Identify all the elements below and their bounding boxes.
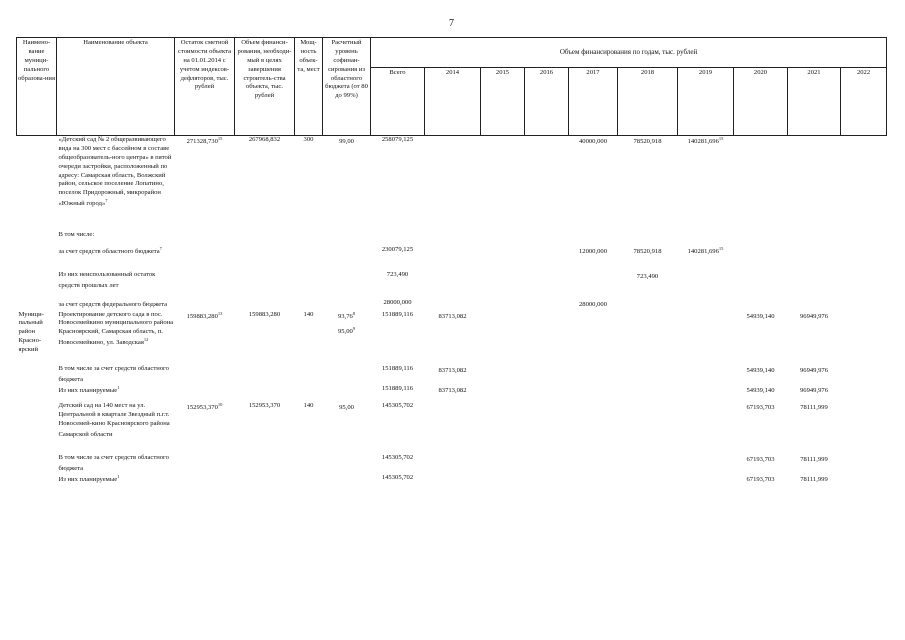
volume-cell — [235, 136, 295, 210]
volume-cell — [235, 402, 295, 440]
cofinancing-cell-text: 95,00 — [339, 404, 354, 412]
object-name-cell — [57, 402, 175, 440]
object-name-cell — [57, 229, 175, 240]
year-value-cell — [569, 136, 618, 210]
year-value-cell — [525, 365, 569, 385]
year-value-cell-text: 140281,696 — [687, 138, 719, 146]
total-cell — [371, 136, 425, 210]
municipality-cell — [17, 271, 57, 291]
year-value-cell — [425, 299, 481, 310]
year-value-cell — [425, 474, 481, 485]
year-value-cell — [425, 385, 481, 396]
year-value-cell — [481, 299, 525, 310]
table-row — [17, 246, 887, 257]
cofinancing-cell — [323, 365, 371, 385]
year-value-cell — [525, 402, 569, 440]
year-value-cell — [788, 474, 841, 485]
object-name-cell-text: В том числе: — [58, 231, 95, 239]
municipality-cell — [17, 402, 57, 440]
table-row — [17, 229, 887, 240]
year-value-cell-text: 83713,082 — [438, 367, 467, 375]
year-value-cell-text: 28000,000 — [578, 301, 608, 309]
year-value-cell — [618, 474, 678, 485]
object-name-cell — [57, 385, 175, 396]
year-value-cell — [569, 229, 618, 240]
total-cell — [371, 385, 425, 396]
object-name-cell-text: В том числе за счет средств областного бюджета — [58, 364, 169, 384]
footnote-mark: 12 — [143, 337, 149, 343]
year-value-cell — [841, 311, 887, 355]
remaining-cost-cell — [175, 402, 235, 440]
table-row — [17, 311, 887, 355]
year-value-cell — [678, 365, 734, 385]
year-value-cell — [525, 136, 569, 210]
year-value-cell — [525, 385, 569, 396]
year-value-cell — [481, 385, 525, 396]
total-cell-text: 230079,125 — [381, 246, 414, 254]
year-value-cell — [788, 271, 841, 291]
year-value-cell — [525, 299, 569, 310]
municipality-cell-text: Муници-пальный район Красно-ярский — [18, 310, 44, 354]
volume-cell — [235, 454, 295, 474]
volume-cell — [235, 299, 295, 310]
year-value-cell — [841, 402, 887, 440]
year-value-cell — [841, 246, 887, 257]
spacer-cell — [17, 440, 887, 454]
header-financing: Объем финансирования по годам, тыс. рублей — [371, 38, 887, 68]
municipality-cell — [17, 385, 57, 396]
year-value-cell — [841, 365, 887, 385]
volume-cell — [235, 365, 295, 385]
total-cell-text: 28000,000 — [383, 299, 412, 307]
municipality-cell — [17, 136, 57, 210]
object-name-cell-text: Из них планируемые — [58, 387, 118, 395]
table-row — [17, 454, 887, 474]
page-number: 7 — [449, 18, 454, 29]
year-value-cell-text: 78111,999 — [800, 475, 828, 483]
volume-cell — [235, 246, 295, 257]
year-value-cell-text: 78520,918 — [633, 248, 662, 256]
year-value-cell — [481, 311, 525, 355]
header-year: 2014 — [425, 68, 481, 136]
year-value-cell — [788, 454, 841, 474]
header-cofinancing: Расчетный уровень софинан-сирования из областного бюджета (от 80 до 99%) — [323, 38, 371, 136]
year-value-cell — [425, 271, 481, 291]
year-value-cell — [734, 474, 788, 485]
table-row — [17, 474, 887, 485]
year-value-cell — [734, 229, 788, 240]
spacer-cell — [17, 355, 887, 365]
year-value-cell — [788, 365, 841, 385]
year-value-cell — [678, 136, 734, 210]
year-value-cell — [678, 402, 734, 440]
volume-cell — [235, 311, 295, 355]
total-cell — [371, 402, 425, 440]
year-value-cell — [618, 311, 678, 355]
year-value-cell — [569, 365, 618, 385]
year-value-cell-text: 67193,703 — [746, 475, 775, 483]
remaining-cost-cell — [175, 454, 235, 474]
row-spacer — [17, 291, 887, 299]
footnote-mark: 15 — [718, 136, 724, 141]
header-capacity: Мощ-ность объек-та, мест — [295, 38, 323, 136]
year-value-cell-text: 723,490 — [636, 273, 659, 281]
cofinancing-cell — [323, 311, 371, 355]
object-name-cell-text: за счет средств федерального бюджета — [58, 301, 168, 309]
cofinancing-cell — [323, 246, 371, 257]
object-name-cell-text: В том числе за счет средств областного бюджета — [58, 453, 169, 472]
spacer-cell — [17, 291, 887, 299]
header-year: 2016 — [525, 68, 569, 136]
year-value-cell — [569, 474, 618, 485]
year-value-cell — [618, 229, 678, 240]
capacity-cell — [295, 229, 323, 240]
object-name-cell-text: Из них неиспользованный остаток средств прошлых лет — [58, 271, 156, 290]
year-value-cell — [678, 246, 734, 257]
row-spacer — [17, 440, 887, 454]
total-cell-text: 145305,702 — [381, 473, 414, 481]
year-value-cell — [425, 311, 481, 355]
year-value-cell — [678, 474, 734, 485]
year-value-cell — [618, 246, 678, 257]
footnote-mark: 13 — [217, 310, 223, 316]
cofinancing-cell — [323, 229, 371, 240]
total-cell — [371, 271, 425, 291]
capacity-cell — [295, 311, 323, 355]
volume-cell-text: 159883,280 — [248, 310, 281, 318]
year-value-cell — [569, 402, 618, 440]
object-name-cell — [57, 136, 175, 210]
capacity-cell — [295, 385, 323, 396]
municipality-cell — [17, 365, 57, 385]
year-value-cell — [678, 454, 734, 474]
object-name-cell-text: Из них планируемые — [58, 475, 118, 483]
row-spacer — [17, 257, 887, 271]
table-row — [17, 136, 887, 210]
capacity-cell — [295, 454, 323, 474]
year-value-cell — [569, 271, 618, 291]
cofinancing-cell-text: 99,00 — [339, 138, 354, 146]
year-value-cell — [525, 246, 569, 257]
year-value-cell-text: 96949,976 — [799, 367, 829, 375]
header-year: 2017 — [569, 68, 618, 136]
cofinancing-cell — [323, 299, 371, 310]
volume-cell-text: 267968,832 — [248, 136, 281, 143]
capacity-cell — [295, 474, 323, 485]
municipality-cell — [17, 474, 57, 485]
object-name-cell — [57, 474, 175, 485]
year-value-cell-text: 67193,703 — [746, 455, 775, 463]
total-cell — [371, 299, 425, 310]
total-cell — [371, 365, 425, 385]
total-cell-text: 723,490 — [386, 271, 409, 279]
total-cell-text: 151889,116 — [381, 310, 414, 318]
footnote-mark: 15 — [718, 246, 724, 252]
object-name-cell-text: «Детский сад № 2 общеразвивающего вида на 300 мест с бассейном в составе общеобразователь-ного центра» в пятой очереди застройки, расположенный по адресу: Самарская область, Волжский район, сельское поселение Лопатино, поселок Придорожный, микрорайон «Южный город» — [58, 136, 172, 208]
year-value-cell — [569, 299, 618, 310]
year-value-cell — [618, 385, 678, 396]
total-cell-text: 258079,125 — [381, 136, 414, 143]
year-value-cell-text: 96949,976 — [799, 387, 829, 395]
footnote-mark: 10 — [217, 402, 223, 408]
year-value-cell — [481, 271, 525, 291]
remaining-cost-cell — [175, 246, 235, 257]
capacity-cell — [295, 136, 323, 210]
year-value-cell — [734, 385, 788, 396]
header-year: 2022 — [841, 68, 887, 136]
remaining-cost-cell — [175, 474, 235, 485]
cofinancing-second-text: 95,00 — [337, 327, 353, 335]
total-cell-text: 151889,116 — [381, 384, 414, 392]
year-value-cell — [734, 299, 788, 310]
object-name-cell-text: Детский сад на 140 мест на ул. Центральной в квартале Звездный п.г.т. Новосемей-кино Красноярского района Самарской области — [58, 402, 170, 438]
year-value-cell-text: 40000,000 — [578, 138, 608, 146]
year-value-cell-text: 54939,140 — [746, 367, 775, 375]
year-value-cell — [525, 271, 569, 291]
year-value-cell-text: 12000,000 — [578, 248, 608, 256]
year-value-cell — [481, 454, 525, 474]
year-value-cell — [788, 229, 841, 240]
capacity-cell-text: 300 — [303, 136, 314, 143]
municipality-cell — [17, 246, 57, 257]
footnote-mark: 9 — [352, 325, 356, 331]
year-value-cell — [569, 454, 618, 474]
year-value-cell — [618, 454, 678, 474]
year-value-cell-text: 67193,703 — [746, 404, 775, 412]
year-value-cell — [841, 136, 887, 210]
remaining-cost-cell — [175, 385, 235, 396]
remaining-cost-cell-text: 271328,730 — [186, 138, 218, 146]
cofinancing-cell — [323, 454, 371, 474]
total-cell — [371, 311, 425, 355]
header-year: 2015 — [481, 68, 525, 136]
year-value-cell — [481, 136, 525, 210]
cofinancing-cell — [323, 474, 371, 485]
year-value-cell-text: 96949,976 — [799, 312, 829, 320]
total-cell — [371, 229, 425, 240]
table-row — [17, 402, 887, 440]
volume-cell-text: 152953,370 — [248, 402, 281, 410]
object-name-cell — [57, 454, 175, 474]
capacity-cell — [295, 271, 323, 291]
year-value-cell — [618, 136, 678, 210]
municipality-cell — [17, 299, 57, 310]
year-value-cell — [425, 402, 481, 440]
year-value-cell — [678, 311, 734, 355]
spacer-cell — [17, 209, 887, 229]
header-year: 2018 — [618, 68, 678, 136]
total-cell — [371, 474, 425, 485]
year-value-cell — [569, 246, 618, 257]
year-value-cell — [425, 229, 481, 240]
year-value-cell — [481, 229, 525, 240]
year-value-cell — [569, 385, 618, 396]
object-name-cell-text: за счет средств областного бюджета — [58, 248, 160, 256]
table-row — [17, 365, 887, 385]
year-value-cell-text: 83713,082 — [438, 312, 467, 320]
year-value-cell — [734, 402, 788, 440]
total-cell — [371, 246, 425, 257]
year-value-cell — [841, 271, 887, 291]
year-value-cell-text: 78111,999 — [800, 404, 828, 412]
object-name-cell — [57, 365, 175, 385]
capacity-cell — [295, 246, 323, 257]
header-remaining: Остаток сметной стоимости объекта на 01.01.2014 с учетом индексов-дефляторов, тыс. рублей — [175, 38, 235, 136]
year-value-cell — [734, 271, 788, 291]
municipality-cell — [17, 311, 57, 355]
year-value-cell — [841, 474, 887, 485]
object-name-cell — [57, 246, 175, 257]
remaining-cost-cell — [175, 271, 235, 291]
footnote-mark: 15 — [217, 136, 223, 141]
year-value-cell — [481, 474, 525, 485]
footnote-mark: 7 — [159, 246, 162, 252]
object-name-cell — [57, 311, 175, 355]
volume-cell — [235, 385, 295, 396]
year-value-cell — [678, 271, 734, 291]
year-value-cell — [525, 454, 569, 474]
financing-table — [16, 37, 887, 485]
year-value-cell — [841, 454, 887, 474]
remaining-cost-cell-text: 152953,370 — [186, 404, 218, 412]
cofinancing-cell-text: 93,76 — [337, 312, 353, 320]
cofinancing-cell — [323, 385, 371, 396]
cofinancing-cell — [323, 136, 371, 210]
year-value-cell — [841, 229, 887, 240]
year-value-cell — [678, 229, 734, 240]
year-value-cell — [788, 311, 841, 355]
year-value-cell — [678, 385, 734, 396]
year-value-cell — [788, 299, 841, 310]
year-value-cell — [841, 299, 887, 310]
year-value-cell — [734, 454, 788, 474]
total-cell-text: 151889,116 — [381, 364, 414, 372]
header-object: Наименование объекта — [57, 38, 175, 136]
year-value-cell — [481, 365, 525, 385]
total-cell-text: 145305,702 — [381, 402, 414, 410]
volume-cell — [235, 474, 295, 485]
year-value-cell — [841, 385, 887, 396]
year-value-cell — [788, 136, 841, 210]
year-value-cell-text: 78520,918 — [633, 138, 662, 146]
year-value-cell — [425, 136, 481, 210]
remaining-cost-cell — [175, 365, 235, 385]
object-name-cell-text: Проектирование детского сада в пос. Новосемейкино муниципального района Красноярский, Самарская область, п. Новосемейкино, ул. Заводская — [58, 310, 174, 347]
remaining-cost-cell — [175, 229, 235, 240]
total-cell-text: 145305,702 — [381, 453, 414, 461]
table-row — [17, 271, 887, 291]
footnote-mark: 8 — [352, 310, 356, 316]
year-value-cell — [618, 271, 678, 291]
table-row — [17, 385, 887, 396]
total-cell — [371, 454, 425, 474]
capacity-cell — [295, 299, 323, 310]
remaining-cost-cell — [175, 311, 235, 355]
municipality-cell — [17, 454, 57, 474]
year-value-cell — [788, 402, 841, 440]
year-value-cell — [734, 311, 788, 355]
volume-cell — [235, 229, 295, 240]
year-value-cell — [734, 136, 788, 210]
capacity-cell-text: 140 — [303, 310, 314, 318]
header-year: 2020 — [734, 68, 788, 136]
remaining-cost-cell-text: 159883,280 — [186, 312, 218, 320]
footnote-mark: 1 — [117, 384, 120, 390]
year-value-cell — [734, 246, 788, 257]
capacity-cell-text: 140 — [303, 402, 314, 410]
table-body — [17, 136, 887, 485]
row-spacer — [17, 355, 887, 365]
volume-cell — [235, 271, 295, 291]
header-year: 2019 — [678, 68, 734, 136]
header-total: Всего — [371, 68, 425, 136]
table-row — [17, 299, 887, 310]
remaining-cost-cell — [175, 136, 235, 210]
capacity-cell — [295, 365, 323, 385]
year-value-cell — [618, 402, 678, 440]
year-value-cell-text: 54939,140 — [746, 387, 775, 395]
cofinancing-second — [324, 326, 370, 337]
year-value-cell — [481, 402, 525, 440]
table-header — [17, 38, 887, 136]
spacer-cell — [17, 257, 887, 271]
year-value-cell-text: 140281,696 — [687, 248, 719, 256]
capacity-cell — [295, 402, 323, 440]
year-value-cell — [788, 385, 841, 396]
year-value-cell — [734, 365, 788, 385]
header-volume: Объем финанси-рования, необходи-мый в целях завершения строитель-ства объекта, тыс. рублей — [235, 38, 295, 136]
year-value-cell — [525, 311, 569, 355]
year-value-cell — [618, 365, 678, 385]
remaining-cost-cell — [175, 299, 235, 310]
year-value-cell — [678, 299, 734, 310]
year-value-cell — [788, 246, 841, 257]
year-value-cell-text: 83713,082 — [438, 387, 467, 395]
cofinancing-cell — [323, 402, 371, 440]
object-name-cell — [57, 271, 175, 291]
row-spacer — [17, 209, 887, 229]
header-muni: Наимено-вание муници-пального образова-ния — [17, 38, 57, 136]
object-name-cell — [57, 299, 175, 310]
year-value-cell-text: 54939,140 — [746, 312, 775, 320]
municipality-cell — [17, 229, 57, 240]
year-value-cell — [618, 299, 678, 310]
cofinancing-cell — [323, 271, 371, 291]
header-year: 2021 — [788, 68, 841, 136]
year-value-cell — [525, 229, 569, 240]
year-value-cell — [481, 246, 525, 257]
year-value-cell — [569, 311, 618, 355]
year-value-cell — [525, 474, 569, 485]
footnote-mark: 7 — [105, 198, 108, 204]
footnote-mark: 1 — [117, 473, 120, 479]
year-value-cell — [425, 454, 481, 474]
year-value-cell — [425, 246, 481, 257]
year-value-cell-text: 78111,999 — [800, 455, 828, 463]
year-value-cell — [425, 365, 481, 385]
